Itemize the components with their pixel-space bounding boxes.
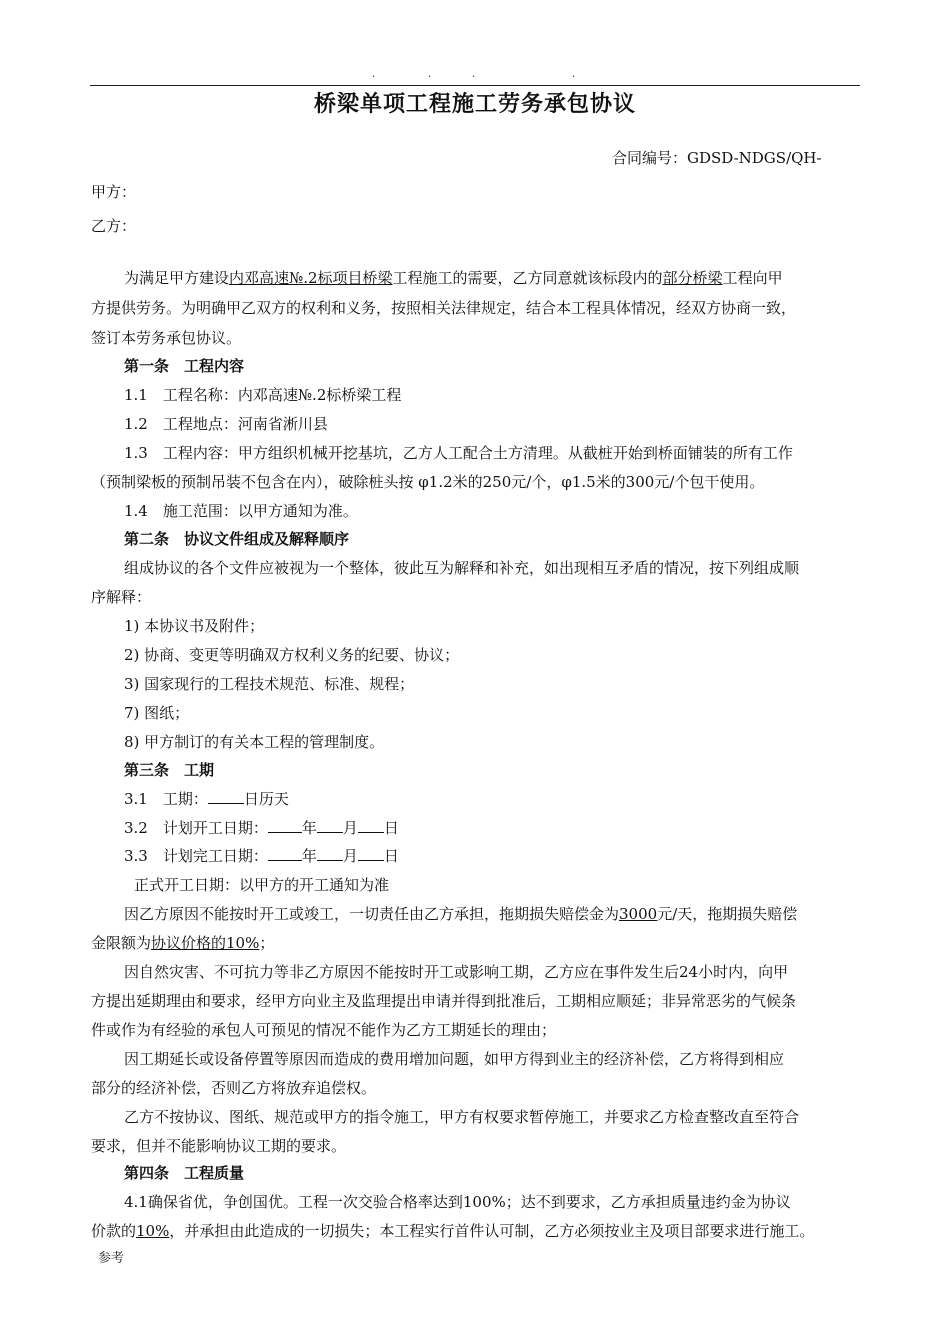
- item-1-3-line-2: （预制梁板的预制吊装不包含在内），破除桩头按 φ1.2米的250元/个，φ1.5米的300元/个包干使用。: [91, 473, 765, 491]
- item-1-4: 1.4 施工范围：以甲方通知为准。: [124, 502, 358, 520]
- daily-penalty-amount: 3000: [619, 905, 658, 923]
- year-label: 年: [301, 847, 317, 865]
- month-label: 月: [342, 847, 358, 865]
- compensation-line-1: 因工期延长或设备停置等原因而造成的费用增加问题，如甲方得到业主的经济补偿，乙方将得到相应: [124, 1050, 785, 1068]
- document-order-item: 8) 甲方制订的有关本工程的管理制度。: [124, 733, 385, 751]
- document-order-item: 2) 协商、变更等明确双方权利义务的纪要、协议；: [124, 646, 460, 664]
- quality-text: ，并承担由此造成的一切损失；本工程实行首件认可制，乙方必须按业主及项目部要求进行施工。: [169, 1222, 815, 1240]
- delay-text: 因乙方原因不能按时开工或竣工，一切责任由乙方承担，拖期损失赔偿金为: [124, 905, 620, 923]
- article-1-heading: 第一条 工程内容: [124, 357, 245, 375]
- delay-text: 元/天，拖期损失赔偿: [657, 905, 798, 923]
- delay-penalty-line-2: [91, 933, 274, 953]
- document-order-item: 1) 本协议书及附件；: [124, 617, 265, 635]
- article-2-para-line-2: 序解释：: [91, 588, 152, 606]
- quality-penalty-rate: 10%: [136, 1222, 170, 1240]
- header-dots: [0, 70, 950, 80]
- quality-text: 价款的: [91, 1222, 137, 1240]
- article-4-heading: 第四条 工程质量: [124, 1164, 245, 1182]
- day-label: 日: [383, 847, 399, 865]
- header-rule: [90, 85, 860, 86]
- item-3-1: [124, 789, 289, 809]
- item-3-2: [124, 818, 399, 838]
- force-majeure-line-3: 件或作为有经验的承包人可预见的情况不能作为乙方工期延长的理由；: [91, 1021, 557, 1039]
- item-4-1-line-2: [91, 1221, 814, 1241]
- article-2-heading: 第二条 协议文件组成及解释顺序: [124, 530, 350, 548]
- item-3-2-label: 3.2 计划开工日期：: [124, 819, 268, 837]
- day-blank: [358, 818, 384, 833]
- item-1-1: 1.1 工程名称：内邓高速№.2标桥梁工程: [124, 386, 402, 404]
- intro-text: 工程向甲: [722, 269, 783, 287]
- footer-label: 参考: [98, 1251, 125, 1266]
- month-blank: [317, 846, 343, 861]
- item-4-1-line-1: 4.1确保省优，争创国优。工程一次交验合格率达到100%；达不到要求，乙方承担质量违约金为协议: [124, 1193, 791, 1211]
- month-blank: [317, 818, 343, 833]
- intro-line-3: 签订本劳务承包协议。: [91, 329, 242, 347]
- item-3-3-label: 3.3 计划完工日期：: [124, 847, 268, 865]
- header-dot: .: [372, 69, 376, 80]
- document-order-item: 3) 国家现行的工程技术规范、标准、规程；: [124, 675, 415, 693]
- article-2-para-line-1: 组成协议的各个文件应被视为一个整体，彼此互为解释和补充，如出现相互矛盾的情况，按下列组成顺: [124, 559, 800, 577]
- document-order-item: 7) 图纸；: [124, 704, 190, 722]
- intro-text: 工程施工的需要，乙方同意就该标段内的: [392, 269, 663, 287]
- year-blank: [268, 818, 302, 833]
- delay-text: 金限额为: [91, 934, 152, 952]
- article-3-heading: 第三条 工期: [124, 761, 215, 779]
- scope-underlined: 部分桥梁: [662, 269, 723, 287]
- item-1-3-line-1: 1.3 工程内容：甲方组织机械开挖基坑，乙方人工配合土方清理。从截桩开始到桥面铺装的所有工作: [124, 444, 793, 462]
- year-blank: [268, 846, 302, 861]
- year-label: 年: [301, 819, 317, 837]
- suspension-line-1: 乙方不按协议、图纸、规范或甲方的指令施工，甲方有权要求暂停施工，并要求乙方检查整改直至符合: [124, 1108, 800, 1126]
- duration-blank: [208, 789, 244, 804]
- compensation-line-2: 部分的经济补偿，否则乙方将放弃追偿权。: [91, 1079, 377, 1097]
- suspension-line-2: 要求，但并不能影响协议工期的要求。: [91, 1137, 347, 1155]
- header-dot: .: [572, 69, 576, 80]
- project-name-underlined: 内邓高速№.2标项目桥梁: [229, 269, 393, 287]
- force-majeure-line-1: 因自然灾害、不可抗力等非乙方原因不能按时开工或影响工期，乙方应在事件发生后24小时内，向甲: [124, 963, 789, 981]
- delay-penalty-line-1: [124, 904, 797, 924]
- day-blank: [358, 846, 384, 861]
- contract-number: 合同编号：GDSD-NDGS/QH-: [612, 149, 822, 167]
- document-title: 桥梁单项工程施工劳务承包协议: [313, 92, 636, 117]
- header-dot: .: [428, 69, 432, 80]
- item-3-1-label: 3.1 工期：: [124, 790, 208, 808]
- day-label: 日: [383, 819, 399, 837]
- intro-line-1: [124, 268, 783, 288]
- item-3-1-unit: 日历天: [243, 790, 289, 808]
- intro-text: 为满足甲方建设: [124, 269, 230, 287]
- force-majeure-line-2: 方提出延期理由和要求，经甲方向业主及监理提出申请并得到批准后，工期相应顺延；非异常恶劣的气候条: [91, 992, 797, 1010]
- intro-line-2: 方提供劳务。为明确甲乙双方的权利和义务，按照相关法律规定，结合本工程具体情况，经双方协商一致，: [91, 299, 797, 317]
- party-a-label: 甲方：: [91, 183, 137, 201]
- month-label: 月: [342, 819, 358, 837]
- penalty-limit: 协议价格的10%: [151, 934, 260, 952]
- item-1-2: 1.2 工程地点：河南省淅川县: [124, 415, 328, 433]
- header-dot: .: [472, 69, 476, 80]
- formal-start-date: 正式开工日期：以甲方的开工通知为准: [134, 876, 390, 894]
- delay-text: ；: [259, 934, 275, 952]
- item-3-3: [124, 846, 399, 866]
- party-b-label: 乙方：: [91, 217, 137, 235]
